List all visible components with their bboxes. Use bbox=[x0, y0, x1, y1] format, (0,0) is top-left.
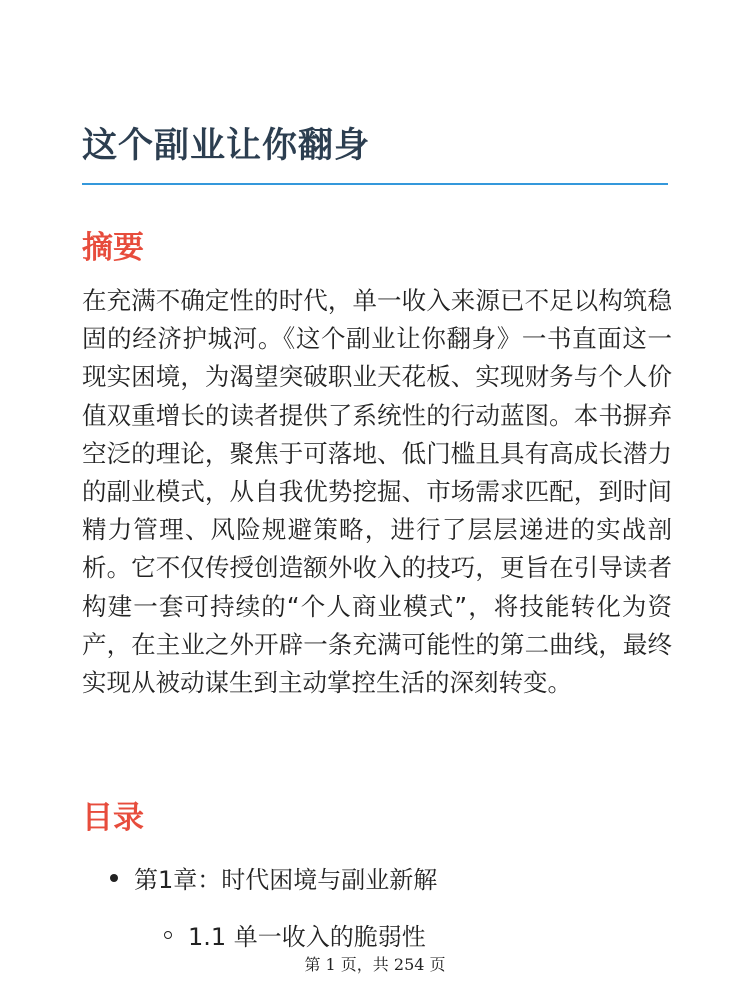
book-title: 这个副业让你翻身 bbox=[82, 126, 371, 166]
bullet-disc-icon bbox=[110, 874, 118, 882]
page-number-footer: 第 1 页，共 254 页 bbox=[304, 955, 446, 974]
abstract-paragraph: 在充满不确定性的时代，单一收入来源已不足以构筑稳固的经济护城河。《这个副业让你翻身》一书直面这一现实困境，为渴望突破职业天花板、实现财务与个人价值双重增长的读者提供了系统性的行动蓝图。本书摒弃空泛的理论，聚焦于可落地、低门槛且具有高成长潜力的副业模式，从自我优势挖掘、市场需求匹配，到时间精力管理、风险规避策略，进行了层层递进的实战剖析。它不仅传授创造额外收入的技巧，更旨在引导读者构建一套可持续的“个人商业模式”，将技能转化为资产，在主业之外开辟一条充满可能性的第二曲线，最终实现从被动谋生到主动掌控生活的深刻转变。 bbox=[82, 286, 672, 698]
bullet-circle-icon bbox=[164, 931, 172, 939]
abstract-heading: 摘要 bbox=[82, 230, 144, 266]
toc-chapter-item[interactable] bbox=[110, 860, 437, 895]
toc-chapter-label: 第1章：时代困境与副业新解 bbox=[134, 866, 438, 894]
toc-section-label: 1.1 单一收入的脆弱性 bbox=[188, 923, 426, 951]
toc-section-item[interactable] bbox=[164, 917, 426, 952]
title-divider bbox=[82, 183, 668, 185]
toc-heading: 目录 bbox=[82, 800, 144, 836]
